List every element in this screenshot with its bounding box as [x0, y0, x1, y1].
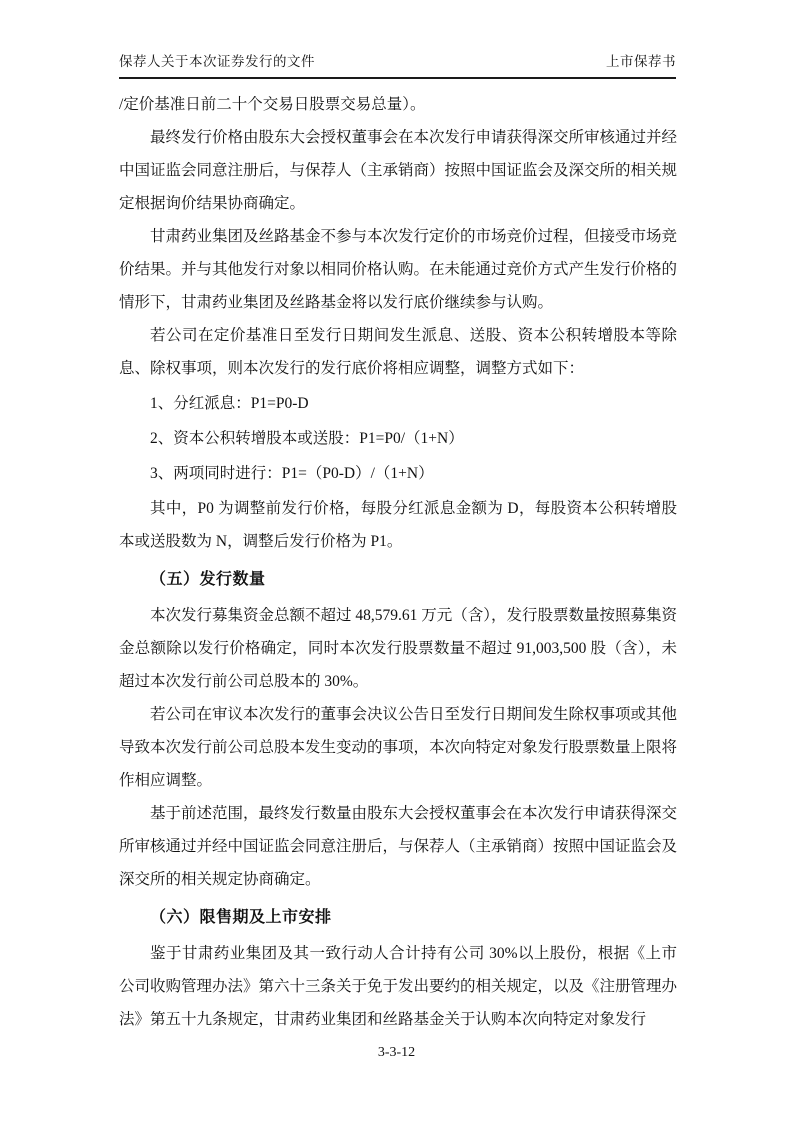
- formula-item-capital-reserve: 2、资本公积转增股本或送股：P1=P0/（1+N）: [150, 430, 464, 447]
- paragraph-formula-definitions: 其中，P0 为调整前发行价格，每股分红派息金额为 D，每股资本公积转增股本或送股数为 N，调整后发行价格为 P1。: [119, 500, 677, 550]
- formula-item-both: 3、两项同时进行：P1=（P0-D）/（1+N）: [150, 465, 434, 482]
- paragraph-fundraising-total: 本次发行募集资金总额不超过 48,579.61 万元（含），发行股票数量按照募集资金总额除以发行价格确定，同时本次发行股票数量不超过 91,003,500 股（含），未超过本次发行前公司总股本的 30%。: [119, 607, 678, 690]
- paragraph-final-price: 最终发行价格由股东大会授权董事会在本次发行申请获得深交所审核通过并经中国证监会同意注册后，与保荐人（主承销商）按照中国证监会及深交所的相关规定根据询价结果协商确定。: [119, 129, 678, 212]
- paragraph-continuation: /定价基准日前二十个交易日股票交易总量）。: [119, 96, 426, 113]
- section-heading-lockup-listing: （六）限售期及上市安排: [150, 909, 332, 926]
- paragraph-price-adjustment-intro: 若公司在定价基准日至发行日期间发生派息、送股、资本公积转增股本等除息、除权事项，则本次发行的发行底价将相应调整，调整方式如下：: [119, 327, 677, 377]
- paragraph-gansu-pharma-bidding: 甘肃药业集团及丝路基金不参与本次发行定价的市场竞价过程，但接受市场竞价结果。并与其他发行对象以相同价格认购。在未能通过竞价方式产生发行价格的情形下，甘肃药业集团及丝路基金将以发行底价继续参与认购。: [119, 228, 678, 311]
- header-right-title: 上市保荐书: [606, 54, 676, 69]
- paragraph-lockup-basis: 鉴于甘肃药业集团及其一致行动人合计持有公司 30%以上股份，根据《上市公司收购管理办法》第六十三条关于免于发出要约的相关规定，以及《注册管理办法》第五十九条规定，甘肃药业集团和丝路基金关于认购本次向特定对象发行: [119, 945, 678, 1028]
- section-heading-issue-quantity: （五）发行数量: [150, 571, 266, 588]
- page-number: 3-3-12: [377, 1045, 416, 1060]
- paragraph-final-quantity: 基于前述范围，最终发行数量由股东大会授权董事会在本次发行申请获得深交所审核通过并经中国证监会同意注册后，与保荐人（主承销商）按照中国证监会及深交所的相关规定协商确定。: [119, 805, 678, 888]
- paragraph-quantity-adjustment: 若公司在审议本次发行的董事会决议公告日至发行日期间发生除权事项或其他导致本次发行前公司总股本发生变动的事项，本次向特定对象发行股票数量上限将作相应调整。: [119, 706, 678, 789]
- formula-item-dividend: 1、分红派息：P1=P0-D: [150, 395, 309, 412]
- header-left-title: 保荐人关于本次证券发行的文件: [119, 54, 315, 69]
- page-footer: [0, 1044, 793, 1062]
- page-header: [119, 52, 676, 79]
- document-body: [119, 88, 677, 1036]
